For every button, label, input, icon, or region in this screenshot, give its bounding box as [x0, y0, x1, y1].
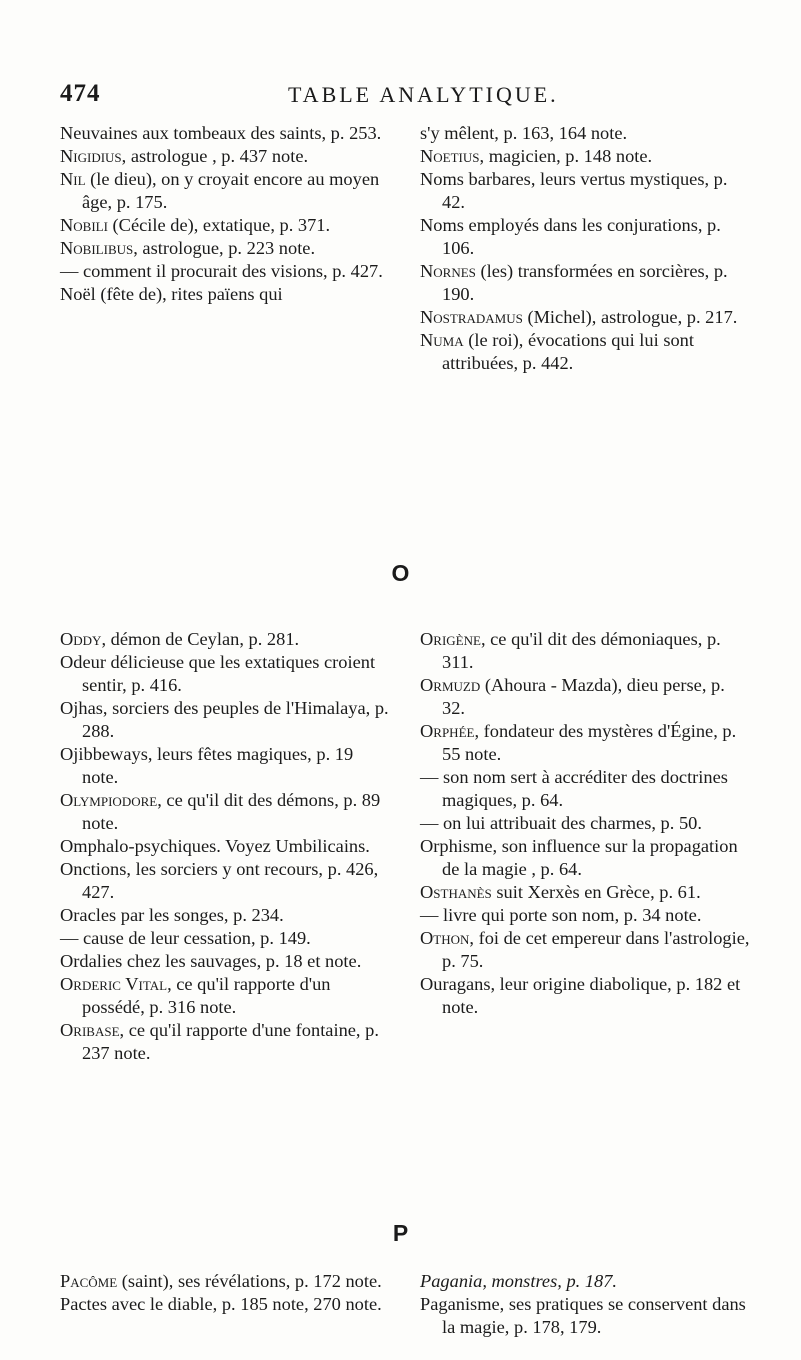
index-entry: Nornes (les) transformées en sorcières, p. 190.: [420, 261, 728, 304]
index-entry: Pacôme (saint), ses révélations, p. 172 note.: [60, 1271, 382, 1291]
index-entry: — cause de leur cessation, p. 149.: [60, 928, 311, 948]
right-column: [420, 122, 750, 375]
index-entry: Oribase, ce qu'il rapporte d'une fontaine, p. 237 note.: [60, 1020, 379, 1063]
page-header: [60, 80, 740, 110]
left-column: [60, 122, 390, 306]
index-entry: Paganisme, ses pratiques se conservent dans la magie, p. 178, 179.: [420, 1294, 746, 1337]
index-entry: Noël (fête de), rites païens qui: [60, 284, 283, 304]
index-entry: Nil (le dieu), on y croyait encore au moyen âge, p. 175.: [60, 169, 380, 212]
index-entry: Neuvaines aux tombeaux des saints, p. 253.: [60, 123, 382, 143]
index-entry: — on lui attribuait des charmes, p. 50.: [420, 813, 702, 833]
index-entry: Olympiodore, ce qu'il dit des démons, p. 89 note.: [60, 790, 381, 833]
left-column: [60, 628, 390, 1065]
index-entry: Onctions, les sorciers y ont recours, p. 426, 427.: [60, 859, 379, 902]
index-entry: s'y mêlent, p. 163, 164 note.: [420, 123, 628, 143]
index-entry: Pactes avec le diable, p. 185 note, 270 note.: [60, 1294, 382, 1314]
index-entry: — livre qui porte son nom, p. 34 note.: [420, 905, 702, 925]
index-entry: — son nom sert à accréditer des doctrines magiques, p. 64.: [420, 767, 728, 810]
right-column: [420, 1270, 750, 1339]
index-entry: Noms barbares, leurs vertus mystiques, p. 42.: [420, 169, 728, 212]
index-entry: Oddy, démon de Ceylan, p. 281.: [60, 629, 300, 649]
index-entry: Orderic Vital, ce qu'il rapporte d'un possédé, p. 316 note.: [60, 974, 331, 1017]
index-entry: Nobilibus, astrologue, p. 223 note.: [60, 238, 316, 258]
index-entry: Orphée, fondateur des mystères d'Égine, p. 55 note.: [420, 721, 737, 764]
index-entry: Ormuzd (Ahoura - Mazda), dieu perse, p. 32.: [420, 675, 725, 718]
index-entry: Pagania, monstres, p. 187.: [420, 1271, 618, 1291]
index-entry: Numa (le roi), évocations qui lui sont attribuées, p. 442.: [420, 330, 694, 373]
index-entry: Oracles par les songes, p. 234.: [60, 905, 284, 925]
index-entry: Ojhas, sorciers des peuples de l'Himalaya, p. 288.: [60, 698, 389, 741]
index-entry: Ouragans, leur origine diabolique, p. 182 et note.: [420, 974, 741, 1017]
left-column: [60, 1270, 390, 1316]
right-column: [420, 628, 750, 1019]
index-entry: Origène, ce qu'il dit des démoniaques, p. 311.: [420, 629, 721, 672]
index-entry: Noms employés dans les conjurations, p. 106.: [420, 215, 721, 258]
section-letter-o: O: [391, 560, 410, 586]
index-entry: Othon, foi de cet empereur dans l'astrologie, p. 75.: [420, 928, 750, 971]
index-entry: Noetius, magicien, p. 148 note.: [420, 146, 653, 166]
index-entry: Orphisme, son influence sur la propagation de la magie , p. 64.: [420, 836, 738, 879]
index-entry: Omphalo-psychiques. Voyez Umbilicains.: [60, 836, 370, 856]
index-entry: Osthanès suit Xerxès en Grèce, p. 61.: [420, 882, 701, 902]
index-entry: Nostradamus (Michel), astrologue, p. 217.: [420, 307, 738, 327]
index-entry: — comment il procurait des visions, p. 427.: [60, 261, 383, 281]
index-entry: Odeur délicieuse que les extatiques croient sentir, p. 416.: [60, 652, 376, 695]
index-entry: Nigidius, astrologue , p. 437 note.: [60, 146, 309, 166]
running-title: TABLE ANALYTIQUE.: [288, 82, 559, 107]
section-letter-p: P: [392, 1220, 409, 1246]
index-entry: Ordalies chez les sauvages, p. 18 et note.: [60, 951, 362, 971]
page-number: 474: [60, 80, 101, 107]
index-entry: Nobili (Cécile de), extatique, p. 371.: [60, 215, 331, 235]
index-entry: Ojibbeways, leurs fêtes magiques, p. 19 note.: [60, 744, 354, 787]
